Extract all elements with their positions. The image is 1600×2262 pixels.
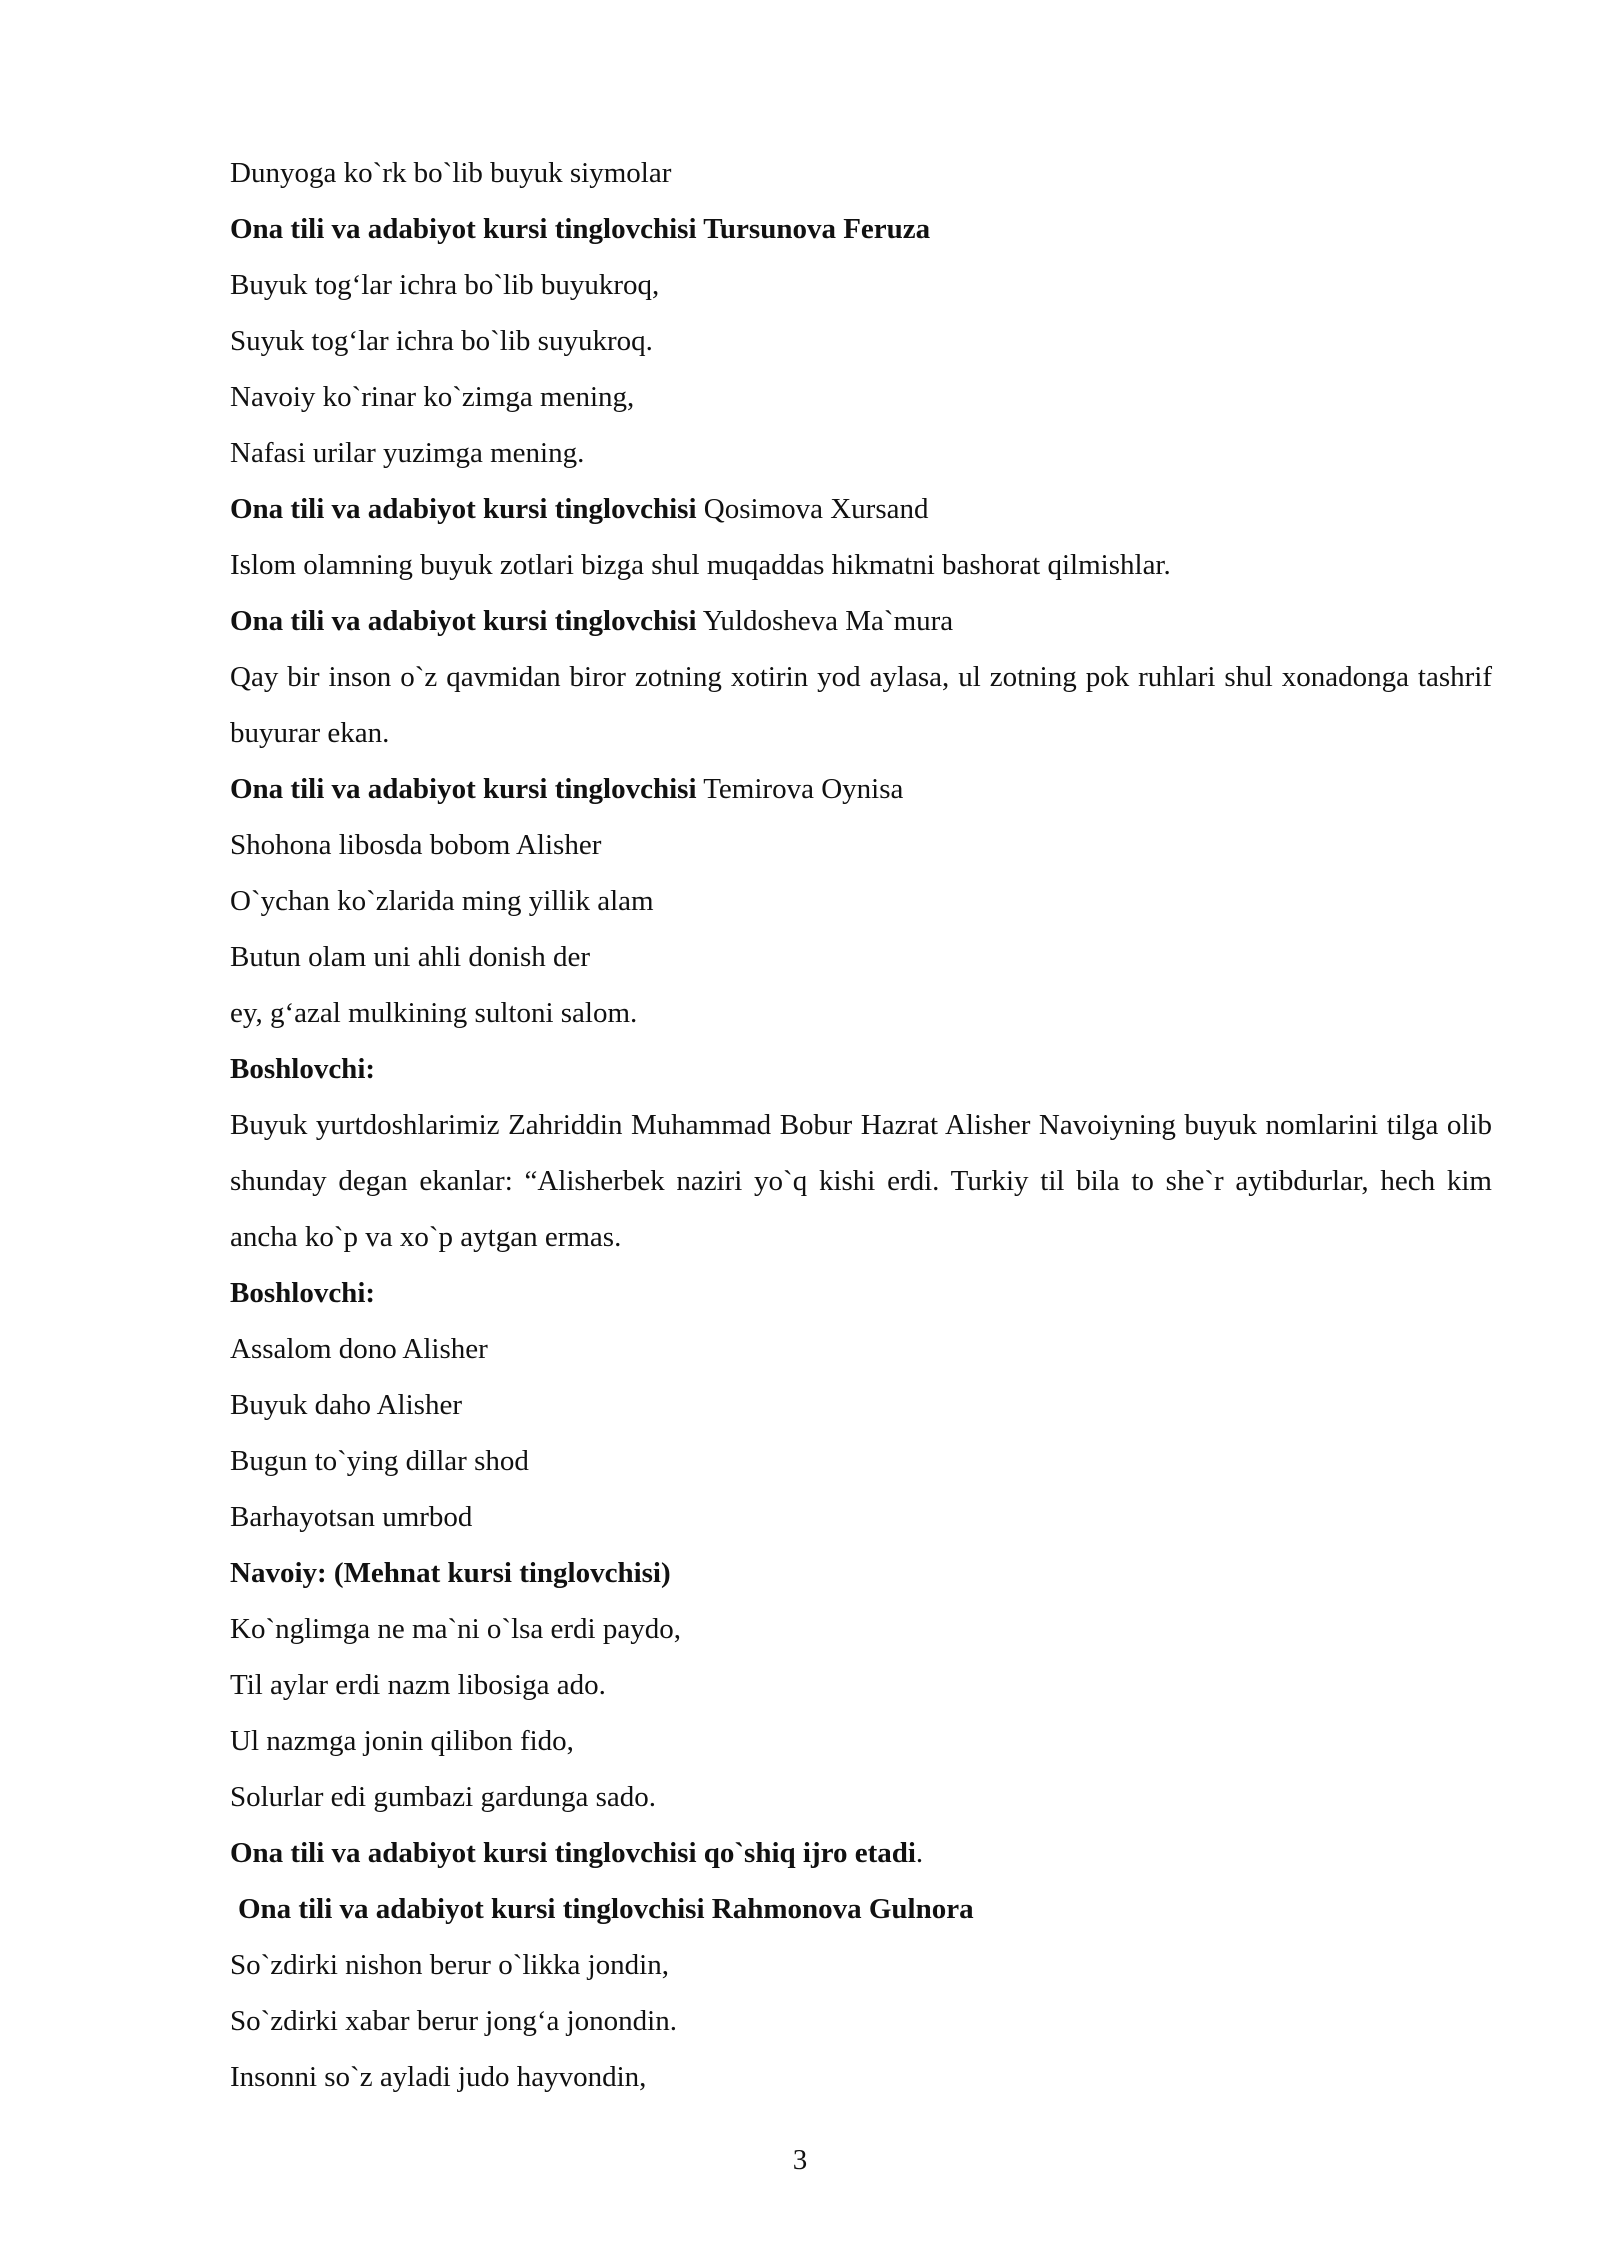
speaker-heading <box>230 761 1492 817</box>
poem-line: Ko`nglimga ne ma`ni o`lsa erdi paydo, <box>230 1613 681 1645</box>
poem-line: Shohona libosda bobom Alisher <box>230 829 602 861</box>
poem-line: So`zdirki nishon berur o`likka jondin, <box>230 1949 669 1981</box>
poem-line: Suyuk tog‘lar ichra bo`lib suyukroq. <box>230 325 653 357</box>
poem-line: So`zdirki xabar berur jong‘a jonondin. <box>230 2005 677 2037</box>
page-number: 3 <box>792 2144 808 2176</box>
poem-line: Buyuk daho Alisher <box>230 1389 462 1421</box>
paragraph: Qay bir inson o`z qavmidan biror zotning xotirin yod aylasa, ul zotning pok ruhlari shul xonadonga tashrif buyurar ekan. <box>230 661 1492 749</box>
speaker-heading: Boshlovchi: <box>230 1277 376 1309</box>
poem-line: O`ychan ko`zlarida ming yillik alam <box>230 885 654 917</box>
poem-line: Til aylar erdi nazm libosiga ado. <box>230 1669 606 1701</box>
poem-line: Ul nazmga jonin qilibon fido, <box>230 1725 574 1757</box>
paragraph: Buyuk yurtdoshlarimiz Zahriddin Muhammad Bobur Hazrat Alisher Navoiyning buyuk nomlarini tilga olib shunday degan ekanlar: “Alisherbek naziri yo`q kishi erdi. Turkiy til bila to she`r aytibdurlar, hech kim ancha ko`p va xo`p aytgan ermas. <box>230 1109 1492 1253</box>
punctuation: . <box>915 1837 924 1869</box>
speaker-name: Qosimova Xursand <box>696 493 929 525</box>
poem-line: Barhayotsan umrbod <box>230 1501 473 1533</box>
poem-line: Insonni so`z ayladi judo hayvondin, <box>230 2061 647 2093</box>
poem-line: Bugun to`ying dillar shod <box>230 1445 529 1477</box>
speaker-heading <box>230 1825 1492 1881</box>
speaker-role: Ona tili va adabiyot kursi tinglovchisi <box>230 605 697 637</box>
speaker-role: Ona tili va adabiyot kursi tinglovchisi <box>230 773 697 805</box>
poem-line: Dunyoga ko`rk bo`lib buyuk siymolar <box>230 157 672 189</box>
poem-line: ey, g‘azal mulkining sultoni salom. <box>230 997 638 1029</box>
speaker-role: Ona tili va adabiyot kursi tinglovchisi <box>230 493 697 525</box>
speaker-heading: Ona tili va adabiyot kursi tinglovchisi Rahmonova Gulnora <box>238 1893 974 1925</box>
poem-line: Navoiy ko`rinar ko`zimga mening, <box>230 381 635 413</box>
speaker-heading: Ona tili va adabiyot kursi tinglovchisi Tursunova Feruza <box>230 213 931 245</box>
poem-line: Buyuk tog‘lar ichra bo`lib buyukroq, <box>230 269 660 301</box>
speaker-name: Yuldosheva Ma`mura <box>696 605 954 637</box>
speaker-name: Temirova Oynisa <box>696 773 904 805</box>
document-page <box>230 145 1492 2105</box>
poem-line: Butun olam uni ahli donish der <box>230 941 591 973</box>
speaker-heading: Navoiy: (Mehnat kursi tinglovchisi) <box>230 1557 671 1589</box>
speaker-heading: Boshlovchi: <box>230 1053 376 1085</box>
speaker-heading <box>230 593 1492 649</box>
poem-line: Solurlar edi gumbazi gardunga sado. <box>230 1781 657 1813</box>
poem-line: Nafasi urilar yuzimga mening. <box>230 437 585 469</box>
speaker-heading <box>230 481 1492 537</box>
paragraph-line: Islom olamning buyuk zotlari bizga shul muqaddas hikmatni bashorat qilmishlar. <box>230 549 1171 581</box>
poem-line: Assalom dono Alisher <box>230 1333 488 1365</box>
speaker-role: Ona tili va adabiyot kursi tinglovchisi qo`shiq ijro etadi <box>230 1837 916 1869</box>
